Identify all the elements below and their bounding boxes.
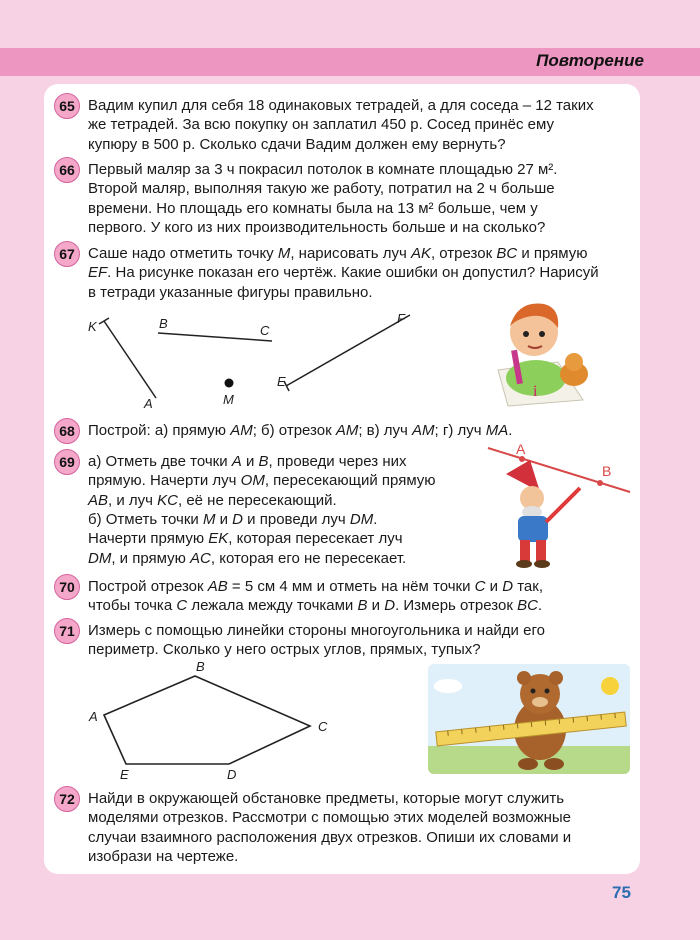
task-69-line: б) Отметь точки M и D и проведи луч DM. (88, 511, 378, 528)
task-70-line: чтобы точка C лежала между точками B и D. Измерь отрезок BC. (88, 597, 543, 615)
label-a-71: A (89, 709, 98, 724)
task-number-71: 71 (54, 618, 80, 644)
task-number-70: 70 (54, 574, 80, 600)
label-c: C (260, 323, 270, 338)
task-69-line: Начерти прямую EK, которая пересекает луч (88, 530, 403, 548)
label-k: K (88, 319, 97, 334)
task-66-line: Второй маляр, выполняя такую же работу, потратил на 2 ч больше (88, 180, 555, 198)
task-65-line: же тетрадей. За всю покупку он заплатил 450 р. Сосед принёс ему (88, 116, 554, 134)
task-69-line: прямую. Начерти луч OM, пересекающий прямую (88, 472, 436, 490)
task-72-line: моделями отрезков. Рассмотри с помощью этих моделей возможные (88, 809, 572, 827)
task-72-text (88, 789, 628, 867)
task-69-line: DM, и прямую AC, которая его не пересекает. (88, 549, 407, 567)
task-66-line: первого. У кого из них производительность больше и на сколько? (88, 219, 546, 237)
task-69-line: AB, и луч KC, её не пересекающий. (88, 491, 337, 509)
label-e: E (277, 374, 286, 389)
task-71-line: периметр. Сколько у него острых углов, прямых, тупых? (88, 641, 481, 659)
label-c-71: C (318, 719, 328, 734)
bear-ruler-illustration (428, 664, 630, 774)
task-72-line: случаи взаимного расположения двух отрезков. Опиши их словами и (88, 828, 572, 846)
svg-text:i: i (533, 383, 538, 400)
task-68-line: Построй: а) прямую AM; б) отрезок AM; в) луч AM; г) луч MA. (88, 422, 513, 439)
task-72-line: изобрази на чертеже. (88, 848, 239, 866)
task-number-67: 67 (54, 241, 80, 267)
task-72-line: Найди в окружающей обстановке предметы, которые могут служить (88, 790, 565, 807)
task-70-line: Построй отрезок AB = 5 см 4 мм и отметь на нём точки C и D так, (88, 578, 543, 595)
label-d-71: D (227, 767, 237, 782)
task-number-66: 66 (54, 157, 80, 183)
task-69-line: а) Отметь две точки A и B, проведи через них (88, 453, 407, 470)
task-number-65: 65 (54, 93, 80, 119)
label-b-71: B (196, 659, 205, 674)
task-number-72: 72 (54, 786, 80, 812)
task-65-line: купюру в 500 р. Сколько сдачи Вадим должен ему вернуть? (88, 135, 506, 153)
label-f: F (397, 311, 405, 326)
task-66-line: времени. Но площадь его комнаты была на 13 м² больше, чем у (88, 199, 538, 217)
label-a-69: A (516, 441, 526, 457)
task-65-line: Вадим купил для себя 18 одинаковых тетрадей, а для соседа – 12 таких (88, 97, 594, 114)
pentagon-abcde (104, 676, 310, 764)
task-67-line: Саше надо отметить точку M, нарисовать луч AK, отрезок BC и прямую (88, 245, 588, 262)
task-67-line: в тетради указанные фигуры правильно. (88, 283, 373, 301)
label-m: M (223, 392, 234, 407)
task-66-line: Первый маляр за 3 ч покрасил потолок в комнате площадью 27 м². (88, 161, 558, 178)
section-title: Повторение (536, 51, 644, 70)
task-71-line: Измерь с помощью линейки стороны многоугольника и найди его (88, 622, 545, 639)
task-67-line: EF. На рисунке показан его чертёж. Какие ошибки он допустил? Нарисуй (88, 264, 599, 282)
task-number-68: 68 (54, 418, 80, 444)
page-number: 75 (612, 883, 631, 902)
label-a: A (144, 396, 153, 411)
task-number-69: 69 (54, 449, 80, 475)
label-b-69: B (602, 463, 612, 479)
label-e-71: E (120, 767, 129, 782)
label-b: B (159, 316, 168, 331)
